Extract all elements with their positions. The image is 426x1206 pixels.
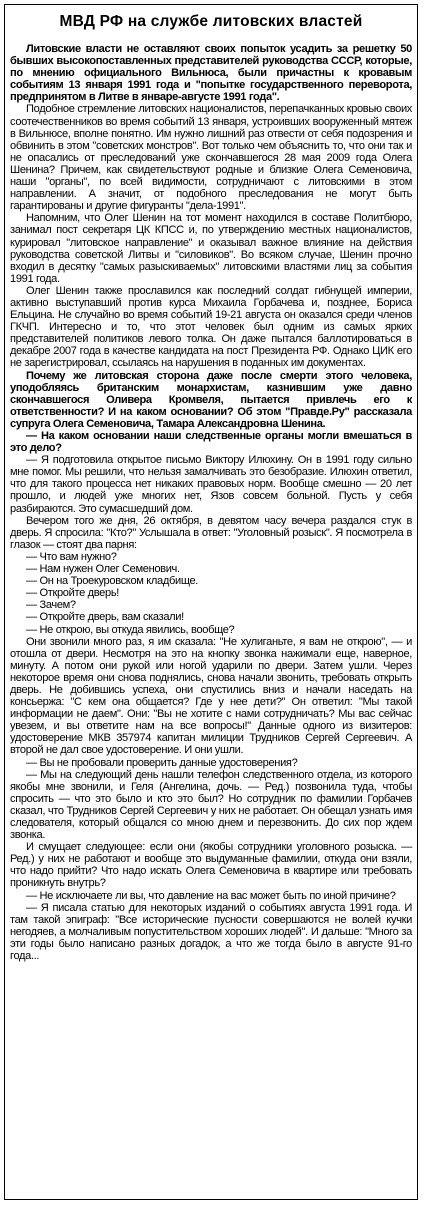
article-paragraph: — Я подготовила открытое письмо Виктору Илюхину. Он в 1991 году сильно мне помог. Мы решили, что нельзя замалчивать это безобразие. Илюхин ответил, что для такого процесса нет никаких правовых норм. Вообще смешно — 20 лет прошло, и людей уже многих нет, Язов совсем больной. Пусть у себя разбираются. Это сумасшедший дом. [10,454,412,515]
article-paragraph: — Откройте дверь, вам сказали! [26,611,184,624]
article-paragraph: — Вы не пробовали проверить данные удостоверения? [26,756,298,769]
article-paragraph: — Я писала статью для некоторых изданий о событиях августа 1991 года. И там такой эпиграф: "Все исторические пусности совершаются не волей кучки негодяев, а молчаливым попустительством хороших людей". И дальше: "Много за эти годы было написано разных догадок, а что же тогда было в августе 91-го года... [10,901,412,963]
article-paragraph: — Что вам нужно? [26,550,117,563]
article-paragraph: Напомним, что Олег Шенин на тот момент находился в составе Политбюро, занимал пост секретаря ЦК КПСС и, по утверждению местных националистов, курировал "литовское направление" и оказывал важное влияние на действия руководства советской Литвы и "силовиков". Во всяком случае, Шенин прочно входил в десятку "самых разыскиваемых" литовскими властями лиц за события 1991 года. [10,212,412,285]
article-lead: Литовские власти не оставляют своих попыток усадить за решетку 50 бывших высокопоставленных представителей руководства СССР, которые, по мнению официального Вильнюса, были причастны к кровавым событиям 13 января 1991 года и "попытке государственного переворота, предпринятом в Литве в январе-августе 1991 года". [10,43,412,104]
article-paragraph: Почему же литовская сторона даже после смерти этого человека, уподобляясь британским монархистам, казнившим уже давно скончавшегося Оливера Кромвеля, пытается привлечь его к ответственности? И на каком основании? Об этом "Правде.Ру" рассказала супруга Олега Семеновича, Тамара Александровна Шенина. [10,369,412,430]
article-paragraph: — Не открою, вы откуда явились, вообще? [26,623,235,636]
article-paragraph: — Не исключаете ли вы, что давление на вас может быть по иной причине? [26,889,396,902]
article-frame [4,4,418,1200]
article-title: МВД РФ на службе литовских властей [59,13,363,30]
article-paragraph: Олег Шенин также прославился как последний солдат гибнущей империи, активно выступавший против курса Михаила Горбачева и, позднее, Бориса Ельцина. Не случайно во время событий 19-21 августа он оказался среди членов ГКЧП. Интересно и то, что этот человек был одним из самых ярких представителей политиков левого толка. Он даже пытался баллотироваться в декабре 2007 года в качестве кандидата на пост Президента РФ. Однако ЦИК его не зарегистрировал, ссылаясь на нарушения в поданных им документах. [10,284,412,370]
article-body [10,103,412,962]
article-paragraph: — Мы на следующий день нашли телефон следственного отдела, из которого якобы мне звонили, и Геля (Ангелина, дочь. — Ред.) позвонила туда, чтобы спросить — что это было и кто это был? Но сотрудник по фамилии Горбачев сказал, что Трудников Сергей Сергеевич у них не работает. Он обещал узнать имя следователя, который общался со мною днем и перезвонить. До сих пор ждем звонка. [10,768,412,842]
article-paragraph: — Зачем? [26,599,76,612]
article-paragraph: — Нам нужен Олег Семенович. [26,563,180,576]
article-paragraph: И смущает следующее: если они (якобы сотрудники уголовного розыска. — Ред.) у них не работают и вообще это выдуманные фамилии, откуда они взяли, что надо прийти? Что надо искать Олега Семеновича в квартире или требовать проникнуть внутрь? [10,841,412,890]
article-paragraph: Подобное стремление литовских националистов, перепачканных кровью своих соотечественников во время событий 13 января, устроивших вооруженный мятеж в Вильнюсе, вполне понятно. Им нужно лишний раз отвести от себя подозрения и обвинить в этом "советских монстров". Вот только чем объяснить то, что они так и не опасались от преследований уже скончавшегося 28 мая 2009 года Олега Шенина? Причем, как свидетельствуют родные и близкие Олега Семеновича, наши "органы", по всей видимости, сотрудничают с литовскими в этом направлении. А значит, от подобного преследования не могут быть гарантированы и другие фигуранты "дела-1991". [10,103,412,213]
article-paragraph: Они звонили много раз, я им сказала: "Не хулиганьте, я вам не открою", — и отошла от двери. Несмотря на это на кнопку звонка нажимали еще, наверное, минуту. А потом они рукой или ногой ударили по двери. Затем ушли. Через некоторое время они снова поднялись, снова начали звонить, требовать открыть дверь. Не добившись успеха, они спустились вниз и начали наседать на консьержа: "С кем она общается? Где у нее дети?" Он ответил: "Мы такой информации не даем". Они: "Вы не хотите с нами сотрудничать? Мы вас сейчас увезем, и вы ответите нам на все вопросы!" Данные одного из визитеров: удостоверение МКВ 357974 капитан милиции Трудников Сергей Сергеевич. А второй не дал свое удостоверение. И они ушли. [10,635,412,757]
article-paragraph: Вечером того же дня, 26 октября, в девятом часу вечера раздался стук в дверь. Я спросила: "Кто?" Услышала в ответ: "Уголовный розыск". Я посмотрела в глазок — стоят два парня: [10,514,412,551]
article-paragraph: — Откройте дверь! [26,587,119,600]
article-paragraph: — Он на Троекуровском кладбище. [26,575,199,588]
article-paragraph: — На каком основании наши следственные органы могли вмешаться в это дело? [10,430,412,455]
